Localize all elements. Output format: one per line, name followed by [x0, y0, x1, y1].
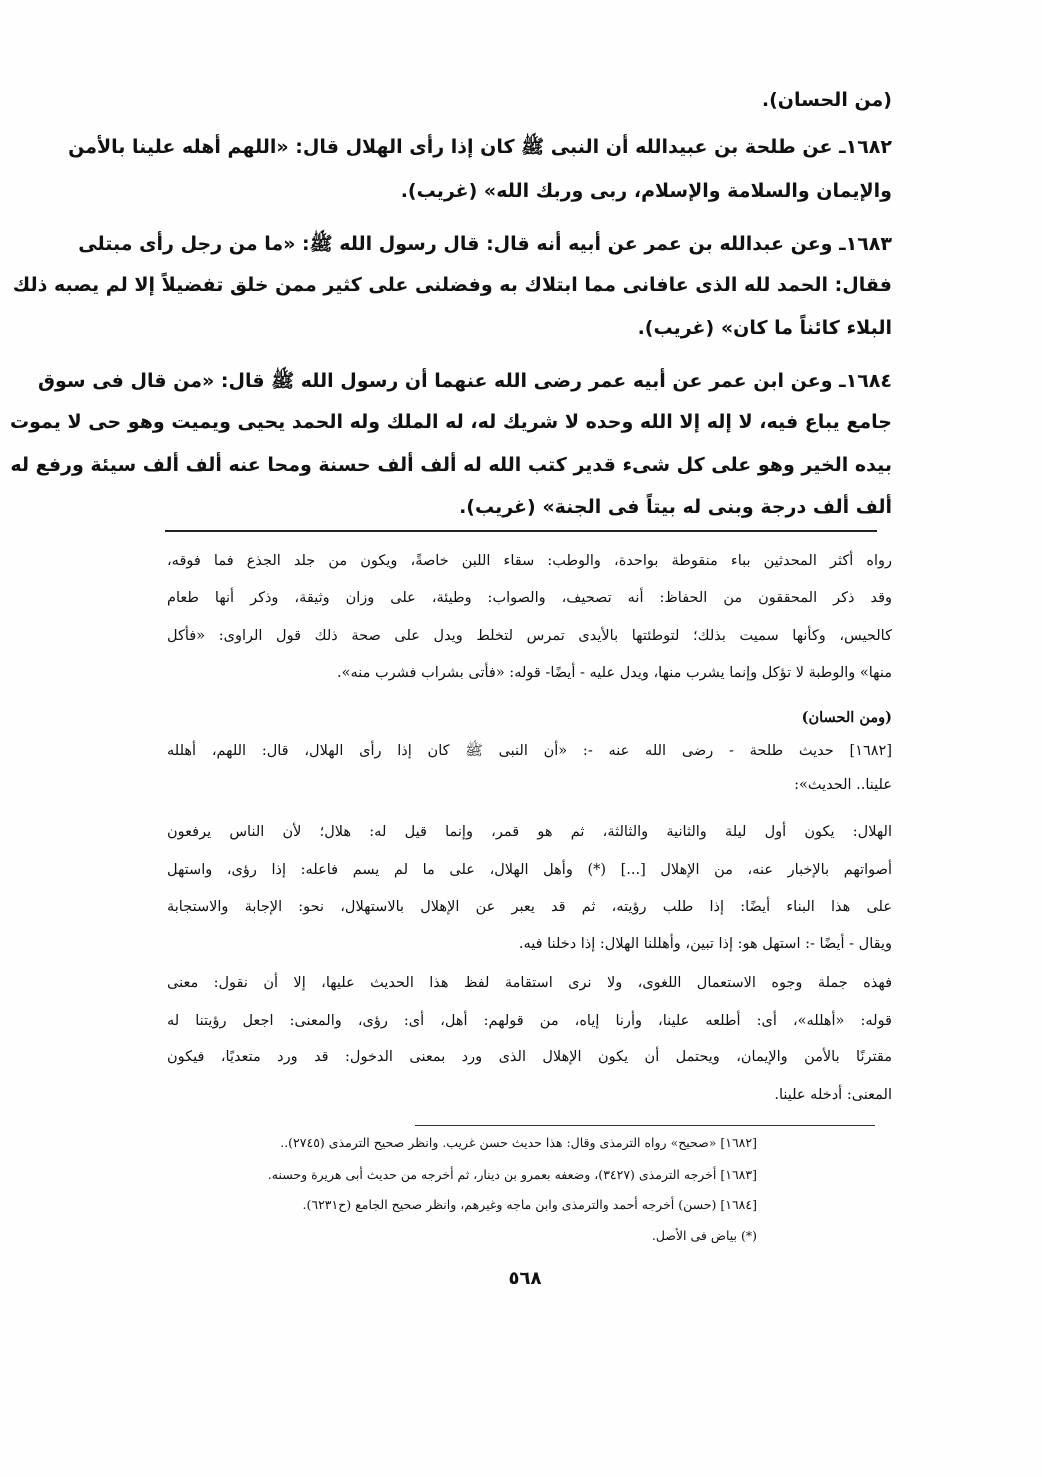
page-number: ٥٦٨	[508, 1268, 542, 1289]
footnote-divider	[415, 1125, 875, 1126]
hadith-1683-line-3: البلاء كائناً ما كان» (غريب).	[637, 317, 892, 339]
hadith-1684-line-2: جامع يباع فيه، لا إله إلا الله وحده لا شريك له، له الملك وله الحمد يحيى ويميت وهو حى لا يموت	[10, 411, 892, 433]
commentary-line: الهلال: يكون أول ليلة والثانية والثالثة، ثم هو قمر، وإنما قيل له: هلال؛ لأن الناس يرفعون	[167, 824, 892, 840]
commentary-line: فهذه جملة وجوه الاستعمال اللغوى، ولا نرى استقامة لفظ هذا الحديث عليها، إلا أن نقول: معنى	[167, 975, 892, 991]
hadith-1683-line-2: فقال: الحمد لله الذى عافانى مما ابتلاك به وفضلنى على كثير ممن خلق تفضيلاً إلا لم يصبه ذلك	[12, 274, 892, 296]
footnote-1684: [١٦٨٤] (حسن) أخرجه أحمد والترمذى وابن ماجه وغيرهم، وانظر صحيح الجامع (ح٦٢٣١).	[302, 1197, 757, 1212]
commentary-line: مقترنًا بالأمن والإيمان، ويحتمل أن يكون الإهلال الذى ورد بمعنى الدخول: قد ورد متعديًا، فيكون	[167, 1049, 892, 1065]
commentary-line: علينا.. الحديث»:	[794, 777, 892, 793]
hadith-1684-line-1: ١٦٨٤ـ وعن ابن عمر عن أبيه عمر رضى الله عنهما أن رسول الله ﷺ قال: «من قال فى سوق	[38, 370, 892, 392]
commentary-line: [١٦٨٢] حديث طلحة - رضى الله عنه -: «أن النبى ﷺ كان إذا رأى الهلال، قال: اللهم، أهلله	[167, 743, 892, 759]
commentary-line: كالحيس، وكأنها سميت بذلك؛ لتوطئتها بالأيدى تمرس لتخلط ويدل على صحة ذلك قول الراوى: «فأكل	[167, 628, 892, 644]
commentary-line: أصواتهم بالإخبار عنه، من الإهلال [...] (*) وأهل الهلال، على ما لم يسم فاعله: إذا رؤى، واستهل	[167, 862, 892, 878]
commentary-line: المعنى: أدخله علينا.	[774, 1087, 892, 1103]
commentary-heading: (ومن الحسان)	[801, 709, 892, 726]
footnote-1683: [١٦٨٣] أخرجه الترمذى (٣٤٢٧)، وضعفه بعمرو بن دينار، ثم أخرجه من حديث أبى هريرة وحسنه.	[267, 1167, 757, 1182]
hadith-1683-line-1: ١٦٨٣ـ وعن عبدالله بن عمر عن أبيه أنه قال: قال رسول الله ﷺ: «ما من رجل رأى مبتلى	[78, 233, 892, 255]
hadith-1682-line-2: والإيمان والسلامة والإسلام، ربى وربك الله» (غريب).	[400, 180, 892, 202]
commentary-line: قوله: «أهلله»، أى: أطلعه علينا، وأرنا إياه، من قولهم: أهل، أى: رؤى، والمعنى: اجعل رؤيتنا له	[167, 1013, 892, 1029]
commentary-line: على هذا البناء أيضًا: إذا طلب رؤيته، ثم قد يعبر عن الإهلال بالاستهلال، نحو: الإجابة والاستجابة	[167, 899, 892, 915]
commentary-line: رواه أكثر المحدثين بباء منقوطة بواحدة، والوطب: سقاء اللبن خاصةً، ويكون من جلد الجذع فما فوقه،	[167, 553, 892, 569]
commentary-divider	[165, 530, 877, 532]
hadith-1684-line-4: ألف ألف درجة وبنى له بيتاً فى الجنة» (غريب).	[459, 496, 892, 518]
commentary-line: منها» والوطبة لا تؤكل وإنما يشرب منها، ويدل عليه - أيضًا- قوله: «فأتى بشراب فشرب منه».	[336, 665, 892, 681]
hadith-1684-line-3: بيده الخير وهو على كل شىء قدير كتب الله له ألف ألف حسنة ومحا عنه ألف ألف سيئة ورفع له	[10, 454, 892, 476]
commentary-line: ويقال - أيضًا -: استهل هو: إذا تبين، وأهللنا الهلال: إذا دخلنا فيه.	[518, 936, 892, 952]
footnote-1682: [١٦٨٢] «صحيح» رواه الترمذى وقال: هذا حديث حسن غريب. وانظر صحيح الترمذى (٢٧٤٥)..	[280, 1135, 757, 1150]
hadith-1682-line-1: ١٦٨٢ـ عن طلحة بن عبيدالله أن النبى ﷺ كان إذا رأى الهلال قال: «اللهم أهله علينا بالأمن	[68, 136, 892, 158]
commentary-line: وقد ذكر المحققون من الحفاظ: أنه تصحيف، والصواب: وطيئة، على وزان وثيقة، وذكر أنها طعام	[167, 590, 892, 606]
section-heading: (من الحسان).	[761, 89, 892, 111]
footnote-blank-note: (*) بياض فى الأصل.	[651, 1228, 757, 1243]
